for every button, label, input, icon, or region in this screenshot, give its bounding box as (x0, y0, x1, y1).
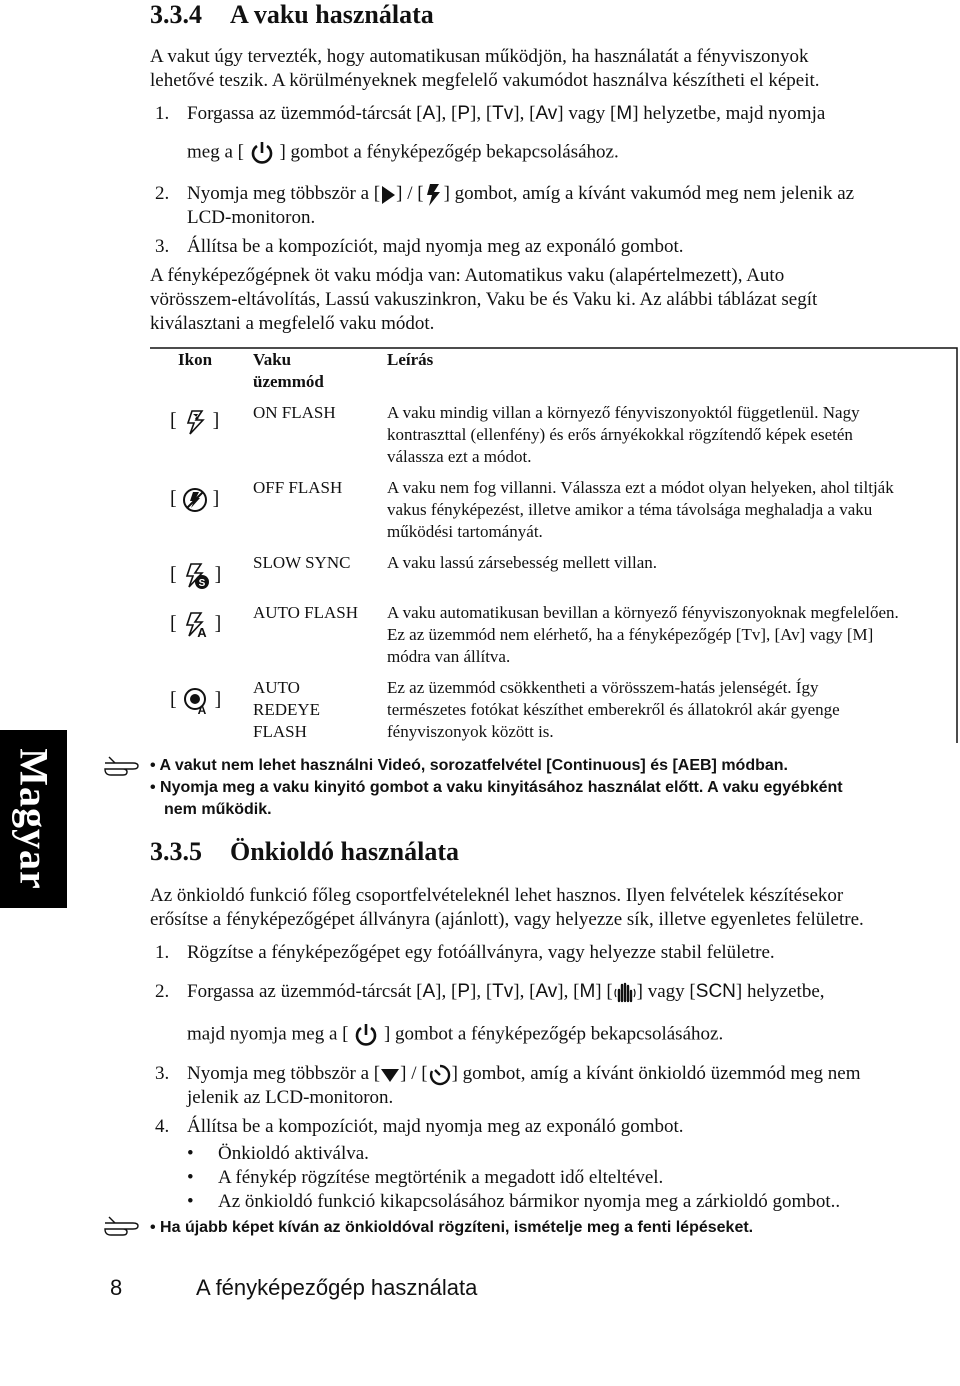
section-number: 3.3.5 (150, 837, 202, 866)
bullet-item (187, 1190, 947, 1214)
mode-a: A (422, 981, 436, 1002)
desc-line: természetes fotókat készíthet emberekről és állatokról akár gyenge (387, 700, 840, 719)
step-text: Rögzítse a fényképezőgépet egy fotóállványra, vagy helyezze stabil felületre. (187, 942, 775, 963)
bracket: ] (212, 487, 220, 510)
step-text: ], [ (513, 981, 536, 1002)
table-row-mode (253, 552, 350, 574)
mode-m: M (579, 981, 596, 1002)
bullet-text: A fénykép rögzítése megtörténik a megadott idő elteltével. (218, 1167, 664, 1188)
self-timer-step-2 (155, 980, 955, 1050)
self-timer-step-3 (155, 1062, 960, 1112)
table-row-mode (253, 402, 336, 424)
table-row-description (387, 402, 860, 468)
mode-line: FLASH (253, 722, 307, 741)
step-number: 1. (155, 103, 170, 124)
bullet-item (187, 1166, 947, 1190)
header-mode-line: Vaku (253, 350, 292, 369)
bullet-text: Önkioldó aktiválva. (218, 1143, 369, 1164)
table-row-icon (170, 687, 221, 715)
step-text: ], [ (435, 981, 458, 1002)
section-heading-self-timer (150, 837, 459, 867)
step-text: jelenik az LCD-monitoron. (187, 1087, 394, 1108)
step-text: ] gombot, amíg a kívánt önkioldó üzemmód meg nem (451, 1063, 861, 1084)
flash-modes-summary (150, 264, 817, 336)
mode-line: AUTO FLASH (253, 603, 359, 622)
table-row-mode (253, 602, 358, 624)
step-text: ], [ (435, 103, 458, 124)
table-row-icon (170, 487, 219, 513)
step-text: Állítsa be a kompozíciót, majd nyomja meg az exponáló gombot. (187, 1116, 684, 1137)
auto-flash-icon (182, 611, 210, 639)
pointing-hand-icon (103, 755, 143, 777)
section-title: Önkioldó használata (230, 837, 460, 866)
table-row-description (387, 602, 899, 668)
step-text: ] gombot, amíg a kívánt vakumód meg nem jelenik az (443, 183, 855, 204)
svg-text:A: A (197, 703, 207, 715)
desc-line: Ez az üzemmód csökkentheti a vörösszem-hatás jelenségét. Így (387, 678, 819, 697)
desc-line: A vaku mindig villan a környező fényviszonyoktól függetlenül. Nagy (387, 403, 860, 422)
step-text: ], [ (470, 981, 493, 1002)
self-timer-intro (150, 884, 864, 932)
step-number: 3. (155, 236, 170, 257)
self-timer-note: • Ha újabb képet kíván az önkioldóval rögzíteni, ismételje meg a fenti lépéseket. (150, 1219, 754, 1236)
desc-line: Ez az üzemmód nem elérhető, ha a fényképezőgép [Tv], [Av] vagy [M] (387, 625, 874, 644)
bracket: [ (170, 563, 177, 586)
desc-line: kontraszttal (ellenfény) és erős árnyékokkal rögzítendő képek esetén (387, 425, 853, 444)
flash-step-1 (155, 102, 955, 172)
table-row-icon (170, 562, 221, 590)
desc-line: A vaku lassú zársebesség mellett villan. (387, 553, 658, 572)
intro-line: lehetővé teszik. A körülményeknek megfelelő vakumódot használva készítheti el képeit. (150, 70, 820, 91)
step-text: Nyomja meg többször a [ (187, 1063, 381, 1084)
header-mode-line: üzemmód (253, 372, 324, 391)
desc-line: A vaku nem fog villanni. Válassza ezt a módot olyan helyeken, ahol tiltják (387, 478, 894, 497)
desc-line: működési tartományát. (387, 522, 543, 541)
mode-scn: SCN (695, 981, 736, 1002)
self-timer-step-1 (155, 941, 955, 965)
bullet: • (187, 1191, 194, 1212)
step-text: ] helyzetbe, (735, 981, 825, 1002)
step-text: ], [ (513, 103, 536, 124)
table-row-icon (170, 409, 219, 435)
step-text: Forgassa az üzemmód-tárcsát [ (187, 981, 423, 1002)
mode-line: OFF FLASH (253, 478, 343, 497)
bracket: ] (212, 409, 220, 432)
red-eye-icon (182, 687, 210, 715)
page-number: 8 (110, 1275, 123, 1300)
desc-line: A vaku automatikusan bevillan a környező fényviszonyoknak megfelelően. (387, 603, 899, 622)
self-timer-bullets (187, 1142, 947, 1214)
step-number: 3. (155, 1063, 170, 1084)
desc-line: válassza ezt a módot. (387, 447, 532, 466)
flash-mode-table (150, 347, 958, 744)
section-title: A vaku használata (230, 0, 434, 29)
step-text: ] vagy [ (557, 103, 617, 124)
table-row-mode (253, 477, 342, 499)
step-text: majd nyomja meg a [ (187, 1023, 349, 1045)
summary-line: A fényképezőgépnek öt vaku módja van: Automatikus vaku (alapértelmezett), Auto (150, 265, 785, 286)
self-timer-step-4 (155, 1115, 955, 1139)
step-text: LCD-monitoron. (187, 207, 316, 228)
bracket: ] (214, 612, 222, 635)
step-text: ], [ (470, 103, 493, 124)
header-icon: Ikon (178, 350, 213, 369)
bullet-text: Az önkioldó funkció kikapcsolásához bármikor nyomja meg a zárkioldó gombot.. (218, 1191, 841, 1212)
bracket: ] (214, 563, 222, 586)
intro-line: erősítse a fényképezőgépet állványra (ajánlott), vagy helyezze sík, illetve egyenletes felületre. (150, 909, 864, 930)
table-row-description (387, 477, 894, 543)
mode-a: A (422, 103, 436, 124)
footer-title: A fényképezőgép használata (196, 1275, 478, 1300)
arrow-down-icon (380, 1067, 400, 1083)
table-row-icon (170, 611, 221, 639)
language-tab (0, 730, 67, 908)
step-text: ] gombot a fényképezőgép bekapcsolásához. (279, 141, 619, 163)
note-line: • Nyomja meg a vaku kinyitó gombot a vaku kinyitásához használat előtt. A vaku egyébként (150, 779, 843, 796)
desc-line: fényviszonyok között is. (387, 722, 554, 741)
svg-text:S: S (198, 578, 206, 589)
intro-line: Az önkioldó funkció főleg csoportfelvételeknél lehet hasznos. Ilyen felvételek készítésekor (150, 885, 844, 906)
slow-sync-icon (182, 562, 210, 590)
flash-step-3 (155, 235, 955, 259)
step-text: ] / [ (396, 183, 424, 204)
bullet: • (187, 1143, 194, 1164)
flash-notes (150, 755, 843, 821)
mode-av: Av (535, 981, 558, 1002)
bracket: [ (170, 688, 177, 711)
step-text: ] gombot a fényképezőgép bekapcsolásához. (383, 1023, 724, 1045)
mode-p: P (457, 981, 471, 1002)
header-description: Leírás (387, 350, 434, 369)
step-text: Állítsa be a kompozíciót, majd nyomja meg az exponáló gombot. (187, 236, 684, 257)
svg-text:A: A (196, 625, 207, 639)
step-text: ] [ (595, 981, 613, 1002)
table-row-mode (253, 677, 320, 743)
flash-icon (424, 183, 444, 207)
step-text: Forgassa az üzemmód-tárcsát [ (187, 103, 423, 124)
desc-line: vakus fényképezést, illetve amikor a téma távolsága meghaladja a vaku (387, 500, 873, 519)
mode-line: SLOW SYNC (253, 553, 351, 572)
mode-m: M (616, 103, 633, 124)
table-row-description (387, 552, 657, 574)
flash-step-2 (155, 182, 960, 232)
self-timer-icon (428, 1063, 452, 1087)
power-icon (353, 1022, 379, 1048)
step-number: 1. (155, 942, 170, 963)
flash-on-icon (182, 409, 208, 435)
bullet-item (187, 1142, 947, 1166)
bracket: [ (170, 612, 177, 635)
mode-line: REDEYE (253, 700, 321, 719)
intro-line: A vakut úgy tervezték, hogy automatikusan működjön, ha használatát a fényviszonyok (150, 46, 809, 67)
step-text: ] vagy [ (636, 981, 696, 1002)
header-mode (253, 349, 324, 393)
step-text: Nyomja meg többször a [ (187, 183, 381, 204)
step-text: ] helyzetbe, majd nyomja (632, 103, 826, 124)
power-icon (249, 140, 275, 166)
note-line: • A vakut nem lehet használni Videó, sorozatfelvétel [Continuous] és [AEB] módban. (150, 757, 788, 774)
bracket: [ (170, 409, 177, 432)
language-tab-label: Magyar (11, 748, 56, 890)
mode-line: ON FLASH (253, 403, 336, 422)
hand-stabilizer-icon (613, 981, 637, 1005)
summary-line: kiválasztani a megfelelő vaku módot. (150, 313, 435, 334)
section-heading-flash (150, 0, 434, 30)
note-line: nem működik. (164, 801, 272, 818)
desc-line: módra van állítva. (387, 647, 511, 666)
bracket: ] (214, 688, 222, 711)
step-text: meg a [ (187, 141, 244, 163)
step-text: ] / [ (400, 1063, 428, 1084)
summary-line: vörösszem-eltávolítás, Lassú vakuszinkron, Vaku be és Vaku ki. Az alábbi táblázat segít (150, 289, 818, 310)
section-number: 3.3.4 (150, 0, 202, 29)
pointing-hand-icon (103, 1215, 143, 1237)
step-number: 2. (155, 981, 170, 1002)
arrow-right-icon (380, 185, 396, 205)
step-number: 4. (155, 1116, 170, 1137)
table-row-description (387, 677, 840, 743)
flash-intro (150, 45, 820, 93)
flash-off-icon (182, 487, 208, 513)
mode-line: AUTO (253, 678, 300, 697)
bullet: • (187, 1167, 194, 1188)
step-number: 2. (155, 183, 170, 204)
bracket: [ (170, 487, 177, 510)
mode-av: Av (535, 103, 558, 124)
mode-tv: Tv (492, 103, 514, 124)
mode-p: P (457, 103, 471, 124)
step-text: ], [ (557, 981, 580, 1002)
mode-tv: Tv (492, 981, 514, 1002)
